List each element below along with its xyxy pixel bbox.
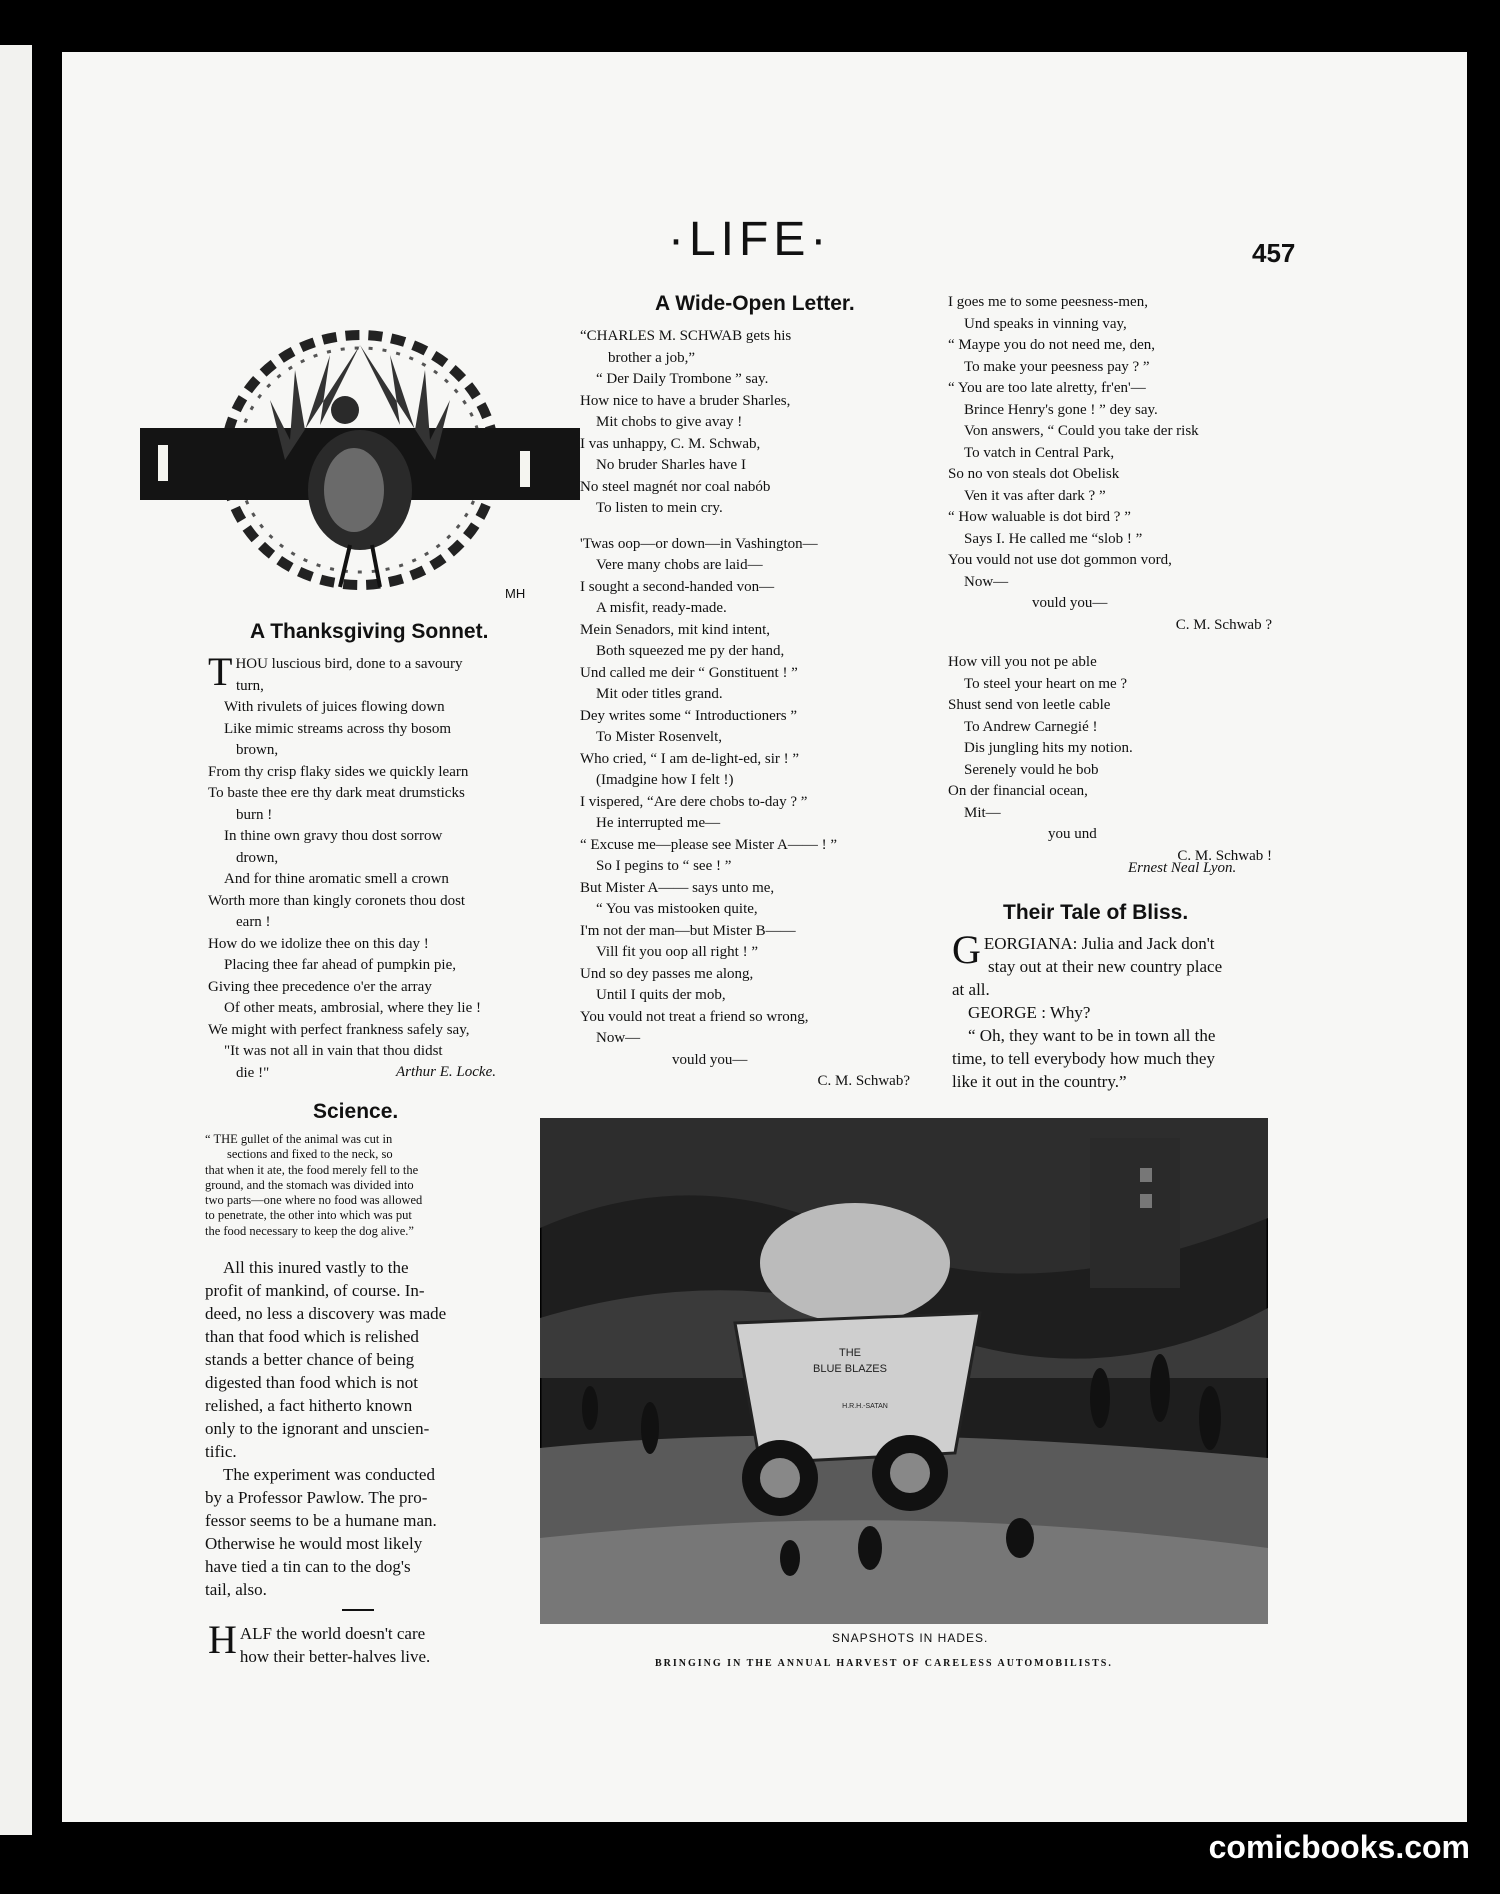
cart-sign-line-1: THE xyxy=(839,1347,861,1359)
hades-cartoon xyxy=(540,1118,1268,1624)
sonnet-dropcap: T xyxy=(208,649,233,694)
bliss-title: Their Tale of Bliss. xyxy=(1003,901,1189,924)
previous-page-edge xyxy=(0,45,32,1835)
letter-body: “CHARLES M. SCHWAB gets his brother a job,” “ Der Daily Trombone ” say. How nice to have a bruder Sharles, Mit chobs to give avay ! I vas unhappy, C. M. Schwab, No bruder Sharles have I No steel magnét nor coal nabób To listen to mein cry. 'Twas oop—or down—in Vashington— Vere many chobs are laid— I sought a second-handed von— A misfit, ready-made. Mein Senadors, mit kind intent, Both squeezed me py der hand, Und called me deir “ Gonstituent ! ” Mit oder titles grand. Dey writes some “ Introductioners ” To Mister Rosenvelt, Who cried, “ I am de-light-ed, sir ! ” (Imadgine how I felt !) I vispered, “Are dere chobs to-day ? ” He interrupted me— “ Excuse me—please see Mister A—— ! ” So I pegins to “ see ! ” But Mister A—— says unto me, “ You vas mistooken quite, I'm not der man—but Mister B—— Vill fit you oop all right ! ” Und so dey passes me along, Until I quits der mob, You vould not treat a friend so wrong, Now— vould you— C. M. Schwab? xyxy=(580,328,910,1089)
page-number: 457 xyxy=(1252,238,1296,268)
letter-body-continued: I goes me to some peesness-men, Und speaks in vinning vay, “ Maype you do not need me, den, To make your peesness pay ? ” “ You are too late alretty, fr'en'— Brince Henry's gone ! ” dey say. Von answers, “ Could you take der risk To vatch in Central Park, So no von steals dot Obelisk Ven it vas after dark ? ” “ How waluable is dot bird ? ” Says I. He called me “slob ! ” You vould not use dot gommon vord, Now— vould you— C. M. Schwab ? How vill you not pe able To steel your heart on me ? Shust send von leetle cable To Andrew Carnegié ! Dis jungling hits my notion. Serenely vould he bob On der financial ocean, Mit— you und C. M. Schwab ! xyxy=(948,294,1272,864)
watermark: comicbooks.com xyxy=(1208,1829,1470,1865)
section-divider xyxy=(342,1609,374,1611)
science-body: All this inured vastly to the profit of mankind, of course. In- deed, no less a discovery was made than that food which is relished stands a better chance of being digested than food which is not relished, a fact hitherto known only to the ignorant and unscien- tific. The experiment was conducted by a Professor Pawlow. The pro- fessor seems to be a humane man. Otherwise he would most likely have tied a tin can to the dog's tail, also. xyxy=(205,1258,447,1599)
turkey-wreath-illustration xyxy=(140,325,580,625)
illustrator-signature: MH xyxy=(505,586,526,601)
half-body: H ALF the world doesn't care how their better-halves live. xyxy=(208,1617,431,1666)
bliss-body: G EORGIANA: Julia and Jack don't stay out at their new country place at all. GEORGE : Why? “ Oh, they want to be in town all the time, to tell everybody how much they like it out in the country.” xyxy=(952,927,1223,1091)
cartoon-subcaption: BRINGING IN THE ANNUAL HARVEST OF CARELESS AUTOMOBILISTS. xyxy=(655,1658,1113,1669)
letter-title: A Wide-Open Letter. xyxy=(655,292,855,315)
science-quote: “ THE gullet of the animal was cut in sections and fixed to the neck, so that when it ate, the food merely fell to the ground, and the stomach was divided into two parts—one where no food was allowed to penetrate, the other into which was put the food necessary to keep the dog alive.” xyxy=(205,1132,423,1238)
sonnet-body: T HOU luscious bird, done to a savoury turn, With rivulets of juices flowing down Like mimic streams across thy bosom brown, From thy crisp flaky sides we quickly learn To baste thee ere thy dark meat drumsticks burn ! In thine own gravy thou dost sorrow drown, And for thine aromatic smell a crown Worth more than kingly coronets thou dost earn ! How do we idolize thee on this day ! Placing thee far ahead of pumpkin pie, Giving thee precedence o'er the array Of other meats, ambrosial, where they lie ! We might with perfect frankness safely say, "It was not all in vain that thou didst die !" xyxy=(208,649,481,1081)
science-title: Science. xyxy=(313,1100,399,1123)
masthead: ·LIFE· xyxy=(668,213,832,266)
letter-author: Ernest Neal Lyon. xyxy=(1128,860,1237,876)
half-dropcap: H xyxy=(208,1617,237,1662)
sonnet-title: A Thanksgiving Sonnet. xyxy=(250,620,489,643)
cart-sign-line-2: BLUE BLAZES xyxy=(813,1363,887,1375)
cartoon-caption: SNAPSHOTS IN HADES. xyxy=(832,1631,989,1645)
bliss-dropcap: G xyxy=(952,927,981,972)
sonnet-author: Arthur E. Locke. xyxy=(396,1064,496,1080)
cart-sign-small: H.R.H.-SATAN xyxy=(842,1403,888,1410)
